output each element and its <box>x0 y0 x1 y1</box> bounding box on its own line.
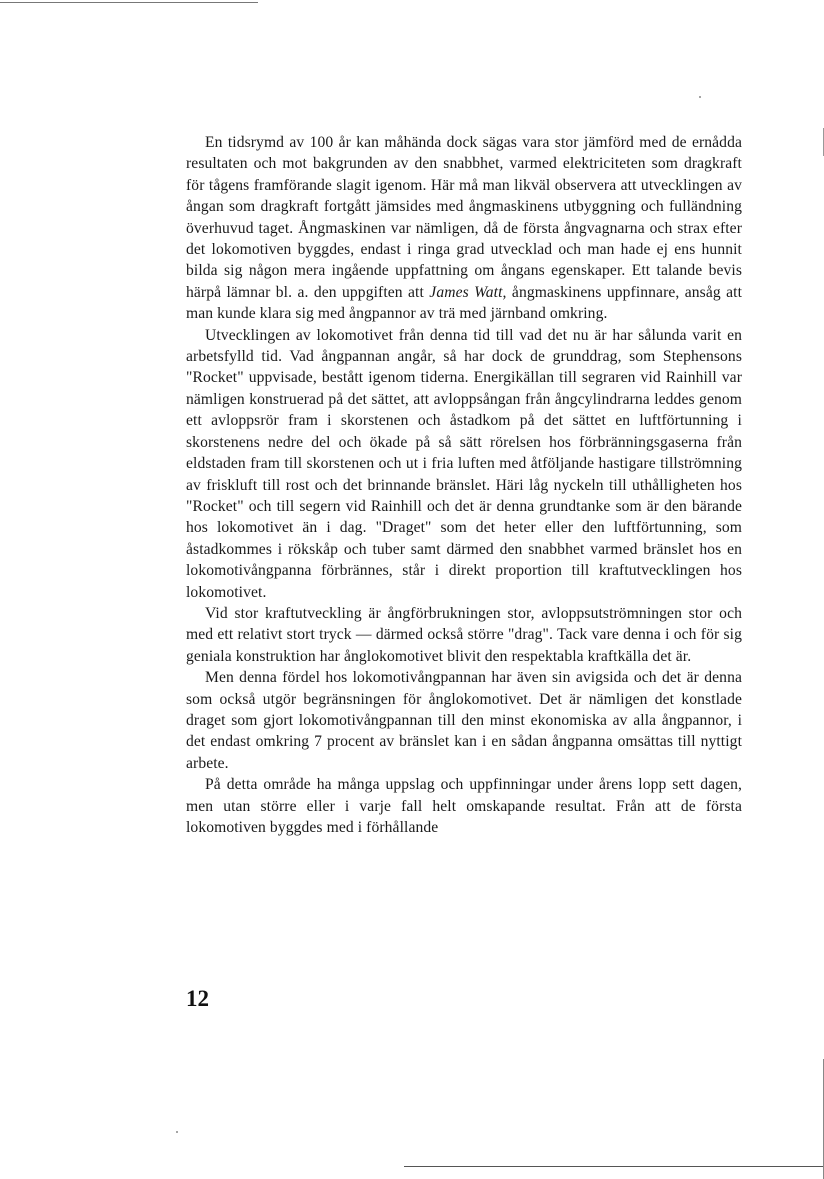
paragraph <box>186 667 742 774</box>
italic-name: James Watt, <box>429 283 507 301</box>
page-body-text <box>186 132 742 838</box>
scan-speck <box>699 96 701 98</box>
scan-speck <box>176 1131 178 1133</box>
top-edge-rule <box>0 2 258 3</box>
paragraph <box>186 774 742 838</box>
paragraph-text: En tidsrymd av 100 år kan måhända dock sägas vara stor jämförd med de ernådda resultaten och mot bakgrunden av den snabbhet, varmed elektriciteten som dragkraft för tågens framförande slagit igenom. Här må man likväl observera att utvecklingen av ångan som dragkraft fortgått jämsides med ångmaskinens utbyggning och fulländning överhuvud taget. Ångmaskinen var nämligen, då de första ångvagnarna och strax efter det lokomotiven byggdes, endast i ringa grad utvecklad och man hade ej ens hunnit bilda sig någon mera ingående uppfattning om ångans egenskaper. Ett talande bevis härpå lämnar bl. a. den uppgiften att <box>186 134 742 301</box>
bottom-edge-rule <box>404 1166 824 1167</box>
paragraph <box>186 132 742 325</box>
page-number: 12 <box>186 986 209 1011</box>
paragraph-text: Men denna fördel hos lokomotivångpannan har även sin avigsida och det är denna som också utgör begränsningen för ånglokomotivet. Det är nämligen det konstlade draget som gjort lokomotivångpannan till den minst ekonomiska av alla ångpannor, i det endast omkring 7 procent av bränslet kan i en sådan ångpanna omsättas till nyttigt arbete. <box>186 669 742 772</box>
paragraph-text: Utvecklingen av lokomotivet från denna tid till vad det nu är har sålunda varit en arbetsfylld tid. Vad ångpannan angår, så har dock de grunddrag, som Stephensons "Rocket" uppvisade, bestått igenom tiderna. Energikällan till segraren vid Rainhill var nämligen konstruerad på det sättet, att avloppsångan från ångcylindrarna leddes genom ett avloppsrör fram i skorstenen och åstadkom på det sättet en luftförtunning i skorstenens nedre del och ökade på så sätt rörelsen hos förbränningsgaserna från eldstaden fram till skorstenen och ut i fria luften med åtföljande hastigare tillströmning av friskluft till rost och det brinnande bränslet. Häri låg nyckeln till uthålligheten hos "Rocket" och till segern vid Rainhill och det är denna grundtanke som är den bärande hos lokomotivet än i dag. "Draget" som det heter eller den luftförtunning, som åstadkommes i rökskåp och tuber samt därmed den snabbhet varmed bränslet hos en lokomotivångpanna förbrännes, står i direkt proportion till kraftutvecklingen hos lokomotivet. <box>186 326 742 601</box>
paragraph-text: På detta område ha många uppslag och uppfinningar under årens lopp sett dagen, men utan större eller i varje fall helt omskapande resultat. Från att de första lokomotiven byggdes med i förhållande <box>186 776 742 836</box>
paragraph <box>186 603 742 667</box>
paragraph-text: ångmaskinens uppfinnare, ansåg att man kunde klara sig med ångpannor av trä med järnband omkring. <box>186 283 743 323</box>
paragraph-text: Vid stor kraftutveckling är ångförbrukningen stor, avloppsutströmningen stor och med ett relativt stort tryck — därmed också större "drag". Tack vare denna i och för sig geniala konstruktion har ånglokomotivet blivit den respektabla kraftkälla det är. <box>186 604 742 665</box>
paragraph <box>186 325 742 603</box>
